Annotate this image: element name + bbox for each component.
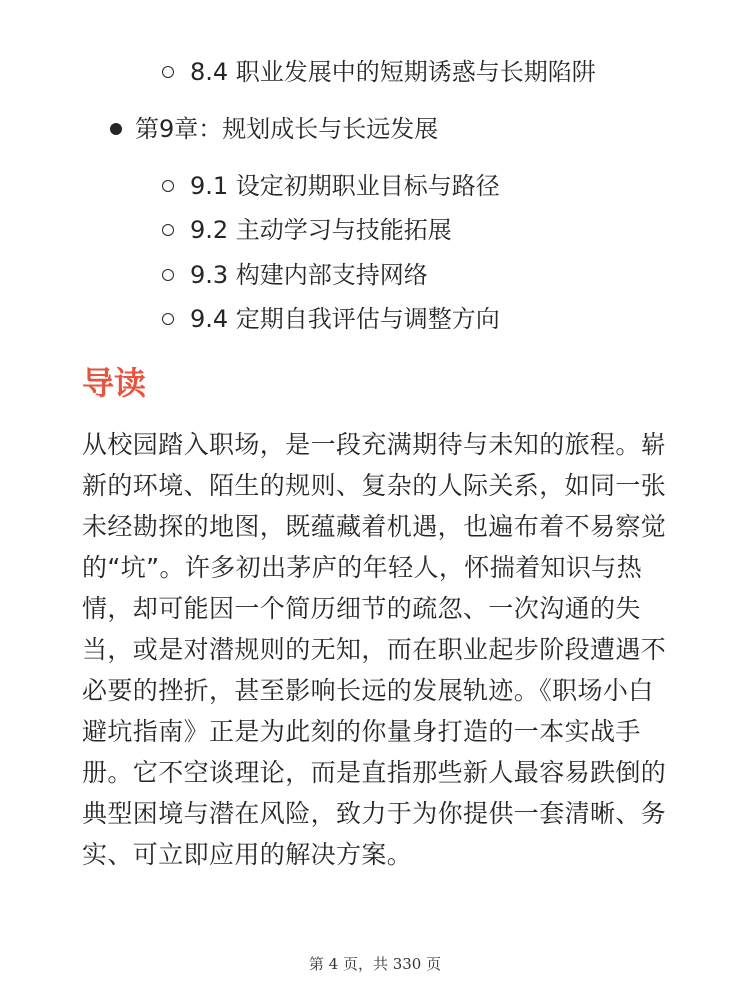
- hollow-circle-bullet-icon: [162, 180, 174, 192]
- hollow-circle-bullet-icon: [162, 66, 174, 78]
- hollow-circle-bullet-icon: [162, 269, 174, 281]
- filled-circle-bullet-icon: [110, 123, 122, 135]
- hollow-circle-bullet-icon: [162, 224, 174, 236]
- toc-item-label: 第9章：规划成长与长远发展: [135, 115, 439, 143]
- hollow-circle-bullet-icon: [162, 313, 174, 325]
- toc-item-9-2: [162, 210, 452, 250]
- toc-item-9-1: [162, 166, 500, 206]
- page-number-footer: 第 4 页，共 330 页: [308, 955, 442, 973]
- section-heading: 导读: [82, 364, 147, 402]
- toc-item-label: 9.3 构建内部支持网络: [190, 261, 428, 289]
- toc-item-label: 9.1 设定初期职业目标与路径: [190, 172, 500, 200]
- intro-paragraph: 从校园踏入职场，是一段充满期待与未知的旅程。崭新的环境、陌生的规则、复杂的人际关系，如同一张未经勘探的地图，既蕴藏着机遇，也遍布着不易察觉的“坑”。许多初出茅庐的年轻人，怀揣着知识与热情，却可能因一个简历细节的疏忽、一次沟通的失当，或是对潜规则的无知，而在职业起步阶段遭遇不必要的挫折，甚至影响长远的发展轨迹。《职场小白避坑指南》正是为此刻的你量身打造的一本实战手册。它不空谈理论，而是直指那些新人最容易跌倒的典型困境与潜在风险，致力于为你提供一套清晰、务实、可立即应用的解决方案。: [82, 430, 667, 869]
- toc-item-9-3: [162, 255, 428, 295]
- toc-item-9-4: [162, 299, 500, 339]
- toc-item-label: 9.2 主动学习与技能拓展: [190, 216, 452, 244]
- toc-item-label: 8.4 职业发展中的短期诱惑与长期陷阱: [190, 58, 596, 86]
- toc-item-chapter-9: [110, 109, 438, 149]
- toc-item-label: 9.4 定期自我评估与调整方向: [190, 305, 500, 333]
- toc-item-8-4: [162, 52, 596, 92]
